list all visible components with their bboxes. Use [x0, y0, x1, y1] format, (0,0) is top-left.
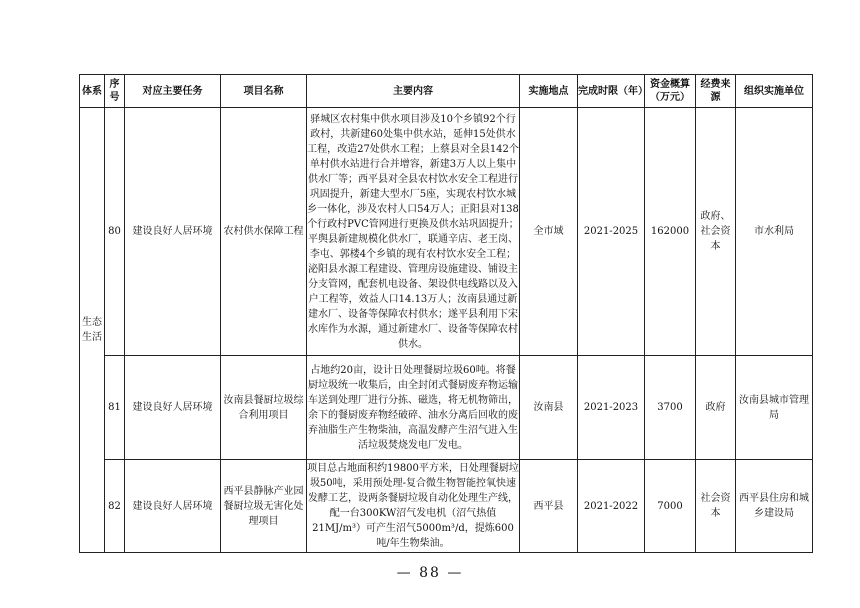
- row-unit: 市水利局: [736, 108, 813, 356]
- row-task: 建设良好人居环境: [125, 460, 221, 553]
- row-content: 占地约20亩，设计日处理餐厨垃圾60吨。将餐厨垃圾统一收集后，由全封闭式餐厨废弃物运输车送到处理厂进行分拣、磁选，将无机物筛出，余下的餐厨废弃物经破碎、油水分离后回收的废弃油脂生产生物柴油，高温发酵产生沼气进入生活垃圾焚烧发电厂发电。: [307, 356, 520, 460]
- header-system: 体系: [80, 75, 105, 108]
- table-row: [80, 108, 813, 356]
- row-budget: 3700: [645, 356, 696, 460]
- header-task: 对应主要任务: [125, 75, 221, 108]
- header-budget: 资金概算（万元）: [645, 75, 696, 108]
- header-project: 项目名称: [221, 75, 307, 108]
- project-table: [79, 74, 813, 553]
- header-row: [80, 75, 813, 108]
- header-location: 实施地点: [520, 75, 578, 108]
- row-location: 汝南县: [520, 356, 578, 460]
- header-content: 主要内容: [307, 75, 520, 108]
- row-location: 全市域: [520, 108, 578, 356]
- table-row: [80, 356, 813, 460]
- header-deadline: 完成时限（年）: [578, 75, 645, 108]
- row-unit: 汝南县城市管理局: [736, 356, 813, 460]
- row-funding: 社会资本: [696, 460, 736, 553]
- row-content: 驿城区农村集中供水项目涉及10个乡镇92个行政村，共新建60处集中供水站，延伸15处供水工程，改造27处供水工程；上蔡县对全县142个单村供水站进行合并增容，新建3万人以上集中供水厂等；西平县对全县农村饮水安全工程进行巩固提升，新建大型水厂5座，实现农村饮水城乡一体化，涉及农村人口54万人；正阳县对138个行政村PVC管网进行更换及供水站巩固提升；平舆县新建规模化供水厂，联通辛店、老王岗、李屯、郭楼4个乡镇的现有农村饮水安全工程；泌阳县水源工程建设、管理房设施建设、铺设主分支管网，配套机电设备、架设供电线路以及入户工程等，效益人口14.13万人；汝南县通过新建水厂、设备等保障农村供水；遂平县利用下宋水库作为水源，通过新建水厂、设备等保障农村供水。: [307, 108, 520, 356]
- row-budget: 162000: [645, 108, 696, 356]
- row-task: 建设良好人居环境: [125, 108, 221, 356]
- table-row: [80, 460, 813, 553]
- system-cell: 生态生活: [80, 108, 105, 553]
- row-project: 西平县静脉产业园餐厨垃圾无害化处理项目: [221, 460, 307, 553]
- row-location: 西平县: [520, 460, 578, 553]
- row-seq: 81: [105, 356, 125, 460]
- row-seq: 80: [105, 108, 125, 356]
- row-project: 汝南县餐厨垃圾综合利用项目: [221, 356, 307, 460]
- page-number: — 88 —: [396, 565, 464, 581]
- row-content: 项目总占地面积约19800平方米，日处理餐厨垃圾50吨，采用预处理-复合微生物智能控氧快速发酵工艺，设两条餐厨垃圾自动化处理生产线，配一台300KW沼气发电机（沼气热值21MJ/m³）可产生沼气5000m³/d，提炼600吨/年生物柴油。: [307, 460, 520, 553]
- row-deadline: 2021-2025: [578, 108, 645, 356]
- row-budget: 7000: [645, 460, 696, 553]
- header-unit: 组织实施单位: [736, 75, 813, 108]
- row-deadline: 2021-2022: [578, 460, 645, 553]
- row-task: 建设良好人居环境: [125, 356, 221, 460]
- header-funding: 经费来源: [696, 75, 736, 108]
- row-project: 农村供水保障工程: [221, 108, 307, 356]
- row-funding: 政府、社会资本: [696, 108, 736, 356]
- row-seq: 82: [105, 460, 125, 553]
- row-funding: 政府: [696, 356, 736, 460]
- header-seq: 序号: [105, 75, 125, 108]
- row-unit: 西平县住房和城乡建设局: [736, 460, 813, 553]
- row-deadline: 2021-2023: [578, 356, 645, 460]
